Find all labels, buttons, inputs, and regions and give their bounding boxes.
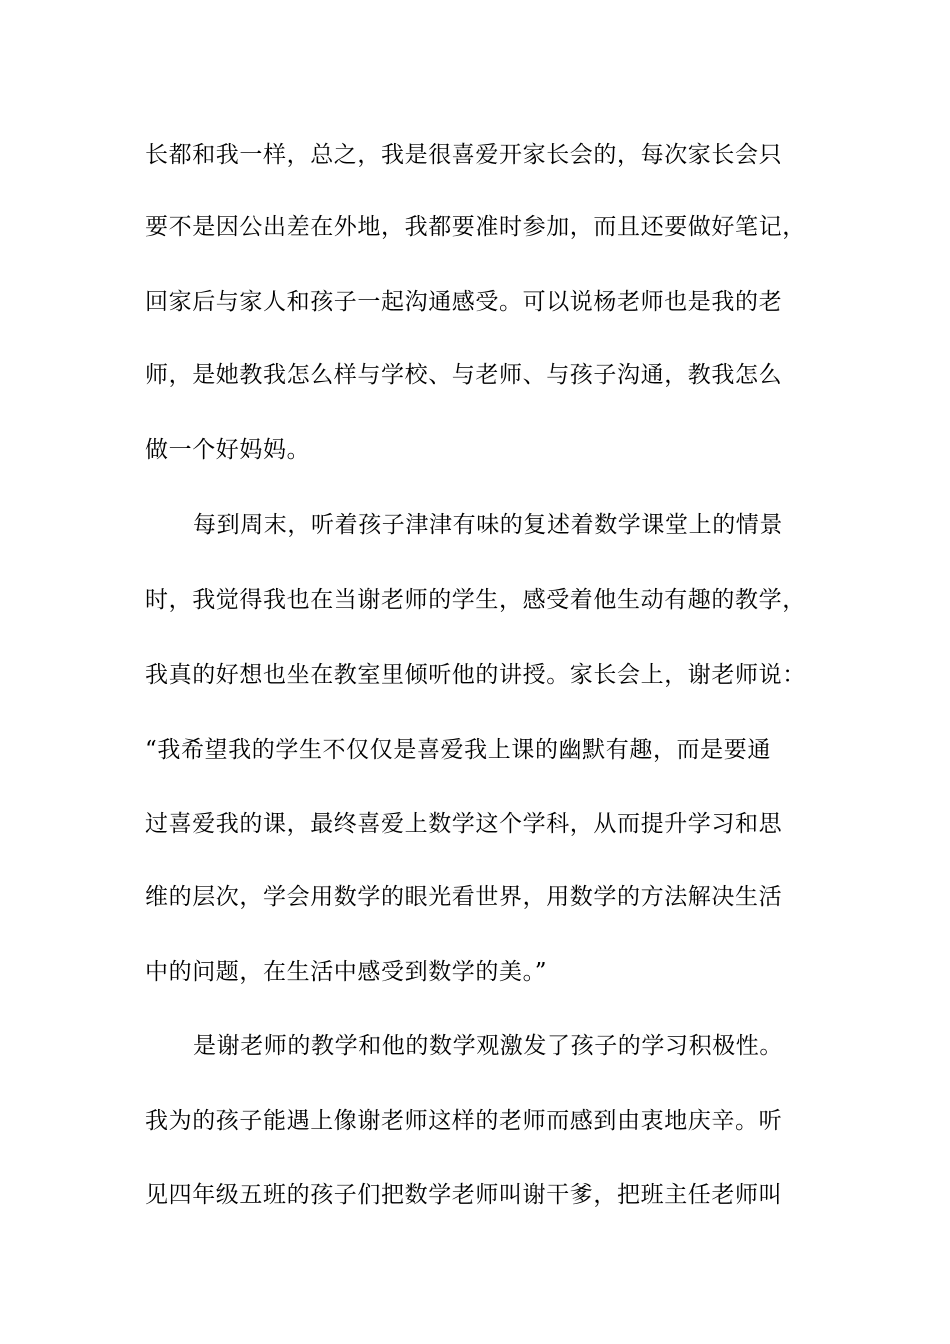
text-line: 见四年级五班的孩子们把数学老师叫谢干爹，把班主任老师叫 <box>145 1182 783 1208</box>
text-line: 我真的好想也坐在教室里倾听他的讲授。家长会上，谢老师说： <box>145 662 806 688</box>
text-line: 过喜爱我的课，最终喜爱上数学这个学科，从而提升学习和思 <box>145 811 783 837</box>
text-line: 维的层次，学会用数学的眼光看世界，用数学的方法解决生活 <box>145 884 783 910</box>
text-line: 师，是她教我怎么样与学校、与老师、与孩子沟通，教我怎么 <box>145 362 783 388</box>
paragraph-start-line: 每到周末，听着孩子津津有味的复述着数学课堂上的情景 <box>193 512 783 538</box>
text-line: 我为的孩子能遇上像谢老师这样的老师而感到由衷地庆辛。听 <box>145 1108 783 1134</box>
paragraph-start-line: 是谢老师的教学和他的数学观激发了孩子的学习积极性。 <box>193 1033 783 1059</box>
text-line: 做一个好妈妈。 <box>145 437 311 463</box>
text-line: 回家后与家人和孩子一起沟通感受。可以说杨老师也是我的老 <box>145 289 783 315</box>
text-line: 中的问题，在生活中感受到数学的美。” <box>145 959 548 985</box>
text-line: 长都和我一样，总之，我是很喜爱开家长会的，每次家长会只 <box>145 142 783 168</box>
text-line: 时，我觉得我也在当谢老师的学生，感受着他生动有趣的教学， <box>145 587 806 613</box>
text-line: 要不是因公出差在外地，我都要准时参加，而且还要做好笔记， <box>145 214 806 240</box>
text-line: “我希望我的学生不仅仅是喜爱我上课的幽默有趣，而是要通 <box>145 737 771 763</box>
